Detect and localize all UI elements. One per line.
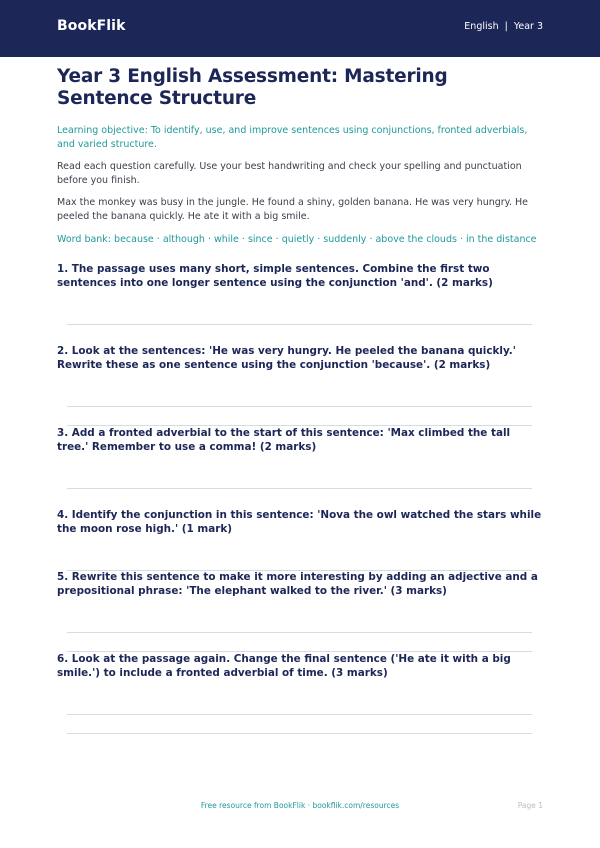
question-text: 2. Look at the sentences: 'He was very hungry. He peeled the banana quickly.' Rewrite these as one sentence using the conjunction 'because'. (2 marks) — [57, 345, 516, 371]
instructions: Read each question carefully. Use your best handwriting and check your spelling and punctuation before you finish. — [57, 161, 522, 186]
question-3 — [57, 426, 543, 454]
reading-passage: Max the monkey was busy in the jungle. He found a shiny, golden banana. He was very hungry. He peeled the banana quickly. He ate it with a big smile. — [57, 197, 528, 222]
answer-line[interactable] — [67, 733, 532, 734]
page-header — [0, 0, 600, 57]
meta-separator: | — [504, 21, 508, 32]
page-number: Page 1 — [517, 801, 543, 810]
learning-objective: Learning objective: To identify, use, and improve sentences using conjunctions, fronted adverbials, and varied structure. — [57, 125, 528, 150]
page-title: Year 3 English Assessment: Mastering Sentence Structure — [57, 66, 448, 109]
question-text: 1. The passage uses many short, simple sentences. Combine the first two sentences into one longer sentence using the conjunction 'and'. (2 marks) — [57, 263, 493, 289]
answer-line[interactable] — [67, 406, 532, 407]
answer-line[interactable] — [67, 324, 532, 325]
question-5 — [57, 570, 543, 598]
question-1 — [57, 262, 543, 290]
word-bank: Word bank: because · although · while · since · quietly · suddenly · above the clouds · in the distance — [57, 234, 537, 245]
question-text: 6. Look at the passage again. Change the final sentence ('He ate it with a big smile.') to include a fronted adverbial of time. (3 marks) — [57, 653, 511, 679]
year-label: Year 3 — [513, 21, 543, 32]
question-6 — [57, 652, 543, 680]
answer-line[interactable] — [67, 632, 532, 633]
brand-logo[interactable]: BookFlik — [57, 17, 126, 34]
question-2 — [57, 344, 543, 372]
question-text: 4. Identify the conjunction in this sentence: 'Nova the owl watched the stars while the moon rose high.' (1 mark) — [57, 509, 542, 535]
footer-resource-link[interactable]: Free resource from BookFlik · bookflik.com/resources — [200, 801, 400, 810]
header-meta — [464, 21, 543, 32]
question-text: 3. Add a fronted adverbial to the start of this sentence: 'Max climbed the tall tree.' Remember to use a comma! (2 marks) — [57, 427, 511, 453]
answer-line[interactable] — [67, 488, 532, 489]
subject-label: English — [464, 21, 499, 32]
question-4 — [57, 508, 543, 536]
question-text: 5. Rewrite this sentence to make it more interesting by adding an adjective and a prepositional phrase: 'The elephant walked to the river.' (3 marks) — [57, 571, 538, 597]
intro-section — [57, 66, 543, 247]
answer-line[interactable] — [67, 714, 532, 715]
